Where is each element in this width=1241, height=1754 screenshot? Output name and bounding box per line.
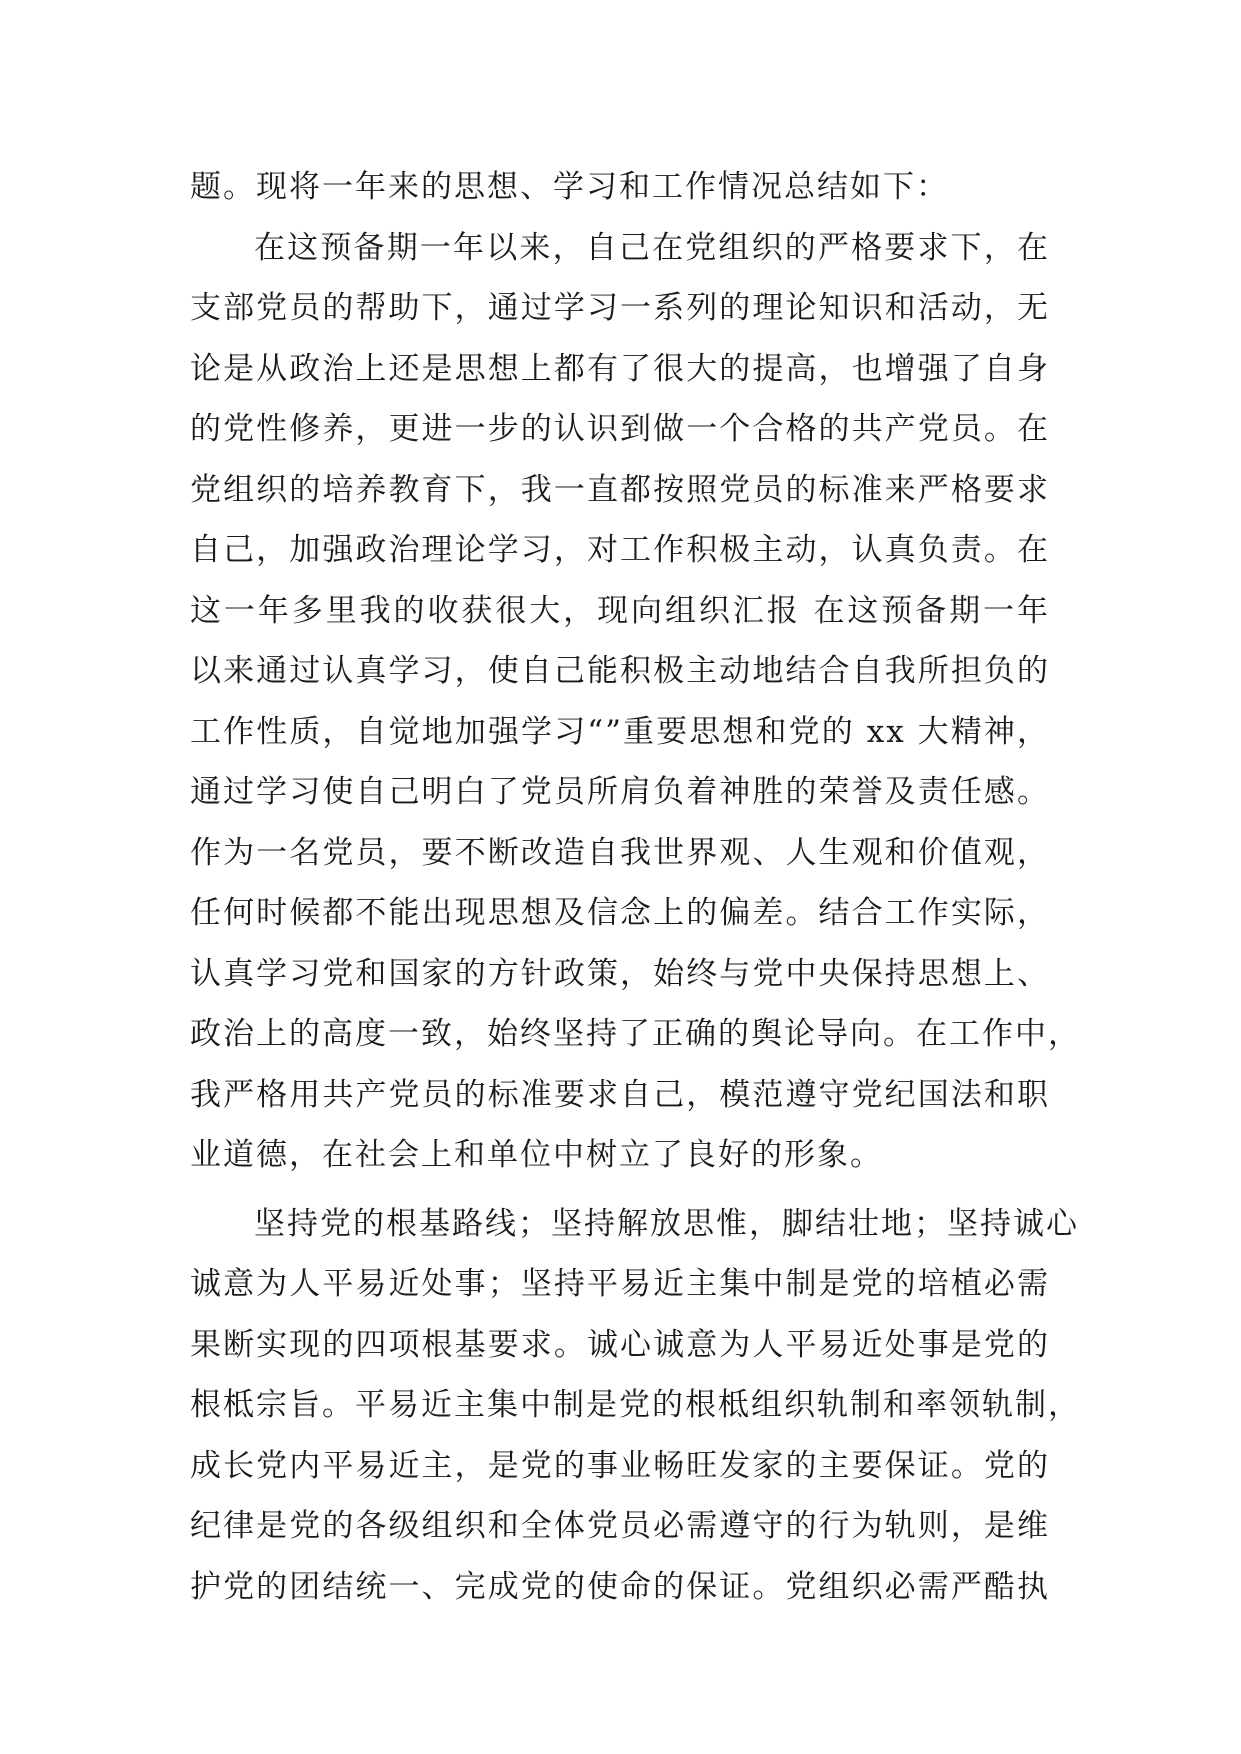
- paragraph-line: 在这预备期一年以来，自己在党组织的严格要求下，在: [254, 229, 1050, 266]
- paragraph-line: 坚持党的根基路线；坚持解放思惟，脚结壮地；坚持诚心: [254, 1205, 1079, 1242]
- paragraph-line: 成长党内平易近主，是党的事业畅旺发家的主要保证。党的: [190, 1447, 1050, 1484]
- paragraph-line: 以来通过认真学习，使自己能积极主动地结合自我所担负的: [190, 653, 1050, 689]
- paragraph-line: 根柢宗旨。平易近主集中制是党的根柢组织轨制和率领轨制，: [190, 1387, 1081, 1423]
- paragraph-line: 作为一名党员，要不断改造自我世界观、人生观和价值观，: [190, 834, 1050, 871]
- paragraph-line: 通过学习使自己明白了党员所肩负着神胜的荣誉及责任感。: [190, 774, 1050, 810]
- paragraph: [190, 218, 1081, 1186]
- paragraph-line: 自己，加强政治理论学习，对工作积极主动，认真负责。在: [190, 532, 1050, 568]
- paragraph-line: 任何时候都不能出现思想及信念上的偏差。结合工作实际，: [190, 895, 1050, 931]
- paragraph-line: 这一年多里我的收获很大，现向组织汇报 在这预备期一年: [190, 592, 1050, 629]
- document-body: [190, 157, 1081, 1617]
- paragraph-line: 支部党员的帮助下，通过学习一系列的理论知识和活动，无: [190, 290, 1050, 326]
- paragraph-line: 护党的团结统一、完成党的使命的保证。党组织必需严酷执: [190, 1568, 1050, 1605]
- paragraph-line: 业道德，在社会上和单位中树立了良好的形象。: [190, 1137, 883, 1173]
- paragraph-gap: [190, 1186, 1050, 1194]
- paragraph-line: 党组织的培养教育下，我一直都按照党员的标准来严格要求: [190, 471, 1050, 508]
- paragraph-line: 的党性修养，更进一步的认识到做一个合格的共产党员。在: [190, 411, 1050, 447]
- paragraph-line: 题。现将一年来的思想、学习和工作情况总结如下：: [190, 169, 949, 205]
- paragraph-line: 我严格用共产党员的标准要求自己，模范遵守党纪国法和职: [190, 1076, 1050, 1113]
- paragraph-line: 诚意为人平易近处事；坚持平易近主集中制是党的培植必需: [190, 1266, 1050, 1302]
- paragraph-line: 果断实现的四项根基要求。诚心诚意为人平易近处事是党的: [190, 1326, 1050, 1363]
- paragraph-line: 论是从政治上还是思想上都有了很大的提高，也增强了自身: [190, 350, 1050, 387]
- paragraph: [190, 157, 1050, 218]
- paragraph: [190, 1194, 1081, 1618]
- paragraph-line: 工作性质，自觉地加强学习“”重要思想和党的 xx 大精神，: [190, 713, 1050, 750]
- paragraph-line: 纪律是党的各级组织和全体党员必需遵守的行为轨则，是维: [190, 1508, 1050, 1544]
- paragraph-line: 认真学习党和国家的方针政策，始终与党中央保持思想上、: [190, 955, 1050, 992]
- paragraph-line: 政治上的高度一致，始终坚持了正确的舆论导向。在工作中，: [190, 1016, 1081, 1052]
